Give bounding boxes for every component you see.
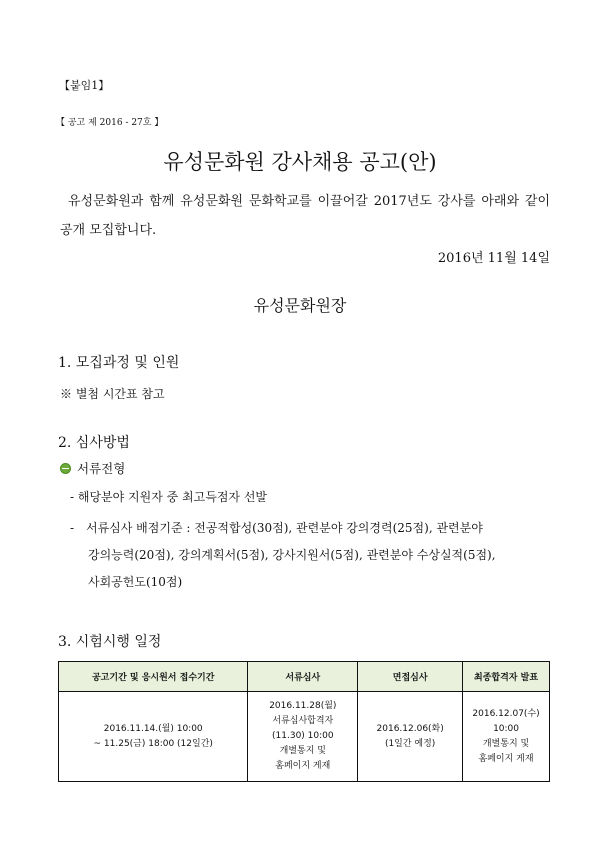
cell-line: 2016.11.14.(월) 10:00 <box>103 723 203 734</box>
screening-subheading <box>60 459 125 477</box>
cell-interview <box>358 692 463 782</box>
cell-line: 개별통지 및 <box>279 746 326 756</box>
header-application-period: 공고기간 및 응시원서 접수기간 <box>59 662 248 692</box>
item-2-line-1: 서류심사 배점기준 : 전공적합성(30점), 관련분야 강의경력(25점), 관련분야 <box>86 521 483 535</box>
schedule-header-row <box>59 662 550 692</box>
intro-paragraph: 유성문화원과 함께 유성문화원 문화학교를 이끌어갈 2017년도 강사를 아래와 같이 공개 모집합니다. <box>60 194 550 238</box>
attachment-label: 【붙임1】 <box>59 79 110 92</box>
cell-line: ~ 11.25(금) 18:00 (12일간) <box>93 738 213 749</box>
section-1-heading: 1. 모집과정 및 인원 <box>58 355 180 371</box>
screening-item-1: - 해당분야 지원자 중 최고득점자 선발 <box>70 490 268 504</box>
screening-subheading-label: 서류전형 <box>77 461 126 476</box>
cell-line: (1일간 예정) <box>384 738 436 749</box>
cell-line: 2016.11.28(월) <box>269 701 337 711</box>
cell-line: 홈페이지 게재 <box>275 761 331 771</box>
section-1-note: ※ 별첨 시간표 참고 <box>60 387 165 401</box>
announcement-date: 2016년 11월 14일 <box>437 251 550 266</box>
cell-application-period <box>59 692 248 782</box>
cell-line: (11.30) 10:00 <box>272 731 334 741</box>
item-2-line-2: 강의능력(20점), 강의계획서(5점), 강사지원서(5점), 관련분야 수상실적(5점), <box>88 548 496 562</box>
header-document-review: 서류심사 <box>248 662 358 692</box>
header-interview: 면접심사 <box>358 662 463 692</box>
cell-document-review <box>248 692 358 782</box>
table-row <box>59 692 550 782</box>
section-2-heading: 2. 심사방법 <box>58 435 130 451</box>
cell-final-announcement <box>463 692 550 782</box>
section-3-heading: 3. 시험시행 일정 <box>58 634 162 650</box>
document-title: 유성문화원 강사채용 공고(안) <box>163 150 437 174</box>
screening-item-2 <box>70 515 560 596</box>
schedule-table <box>58 661 550 782</box>
item-dash: - <box>70 521 75 535</box>
signer-name: 유성문화원장 <box>253 296 347 315</box>
cell-line: 2016.12.06(화) <box>376 723 444 734</box>
cell-line: 서류심사합격자 <box>272 716 334 726</box>
cell-line: 개별통지 및 <box>482 738 530 749</box>
cell-line: 2016.12.07(수) <box>472 708 540 719</box>
notice-number: 【 공고 제 2016 - 27호 】 <box>56 118 164 128</box>
cell-line: 10:00 <box>493 723 519 734</box>
header-final-announcement: 최종합격자 발표 <box>463 662 550 692</box>
item-2-line-3: 사회공헌도(10점) <box>88 575 183 589</box>
cell-line: 홈페이지 게재 <box>478 753 534 764</box>
bullet-icon <box>60 463 71 474</box>
